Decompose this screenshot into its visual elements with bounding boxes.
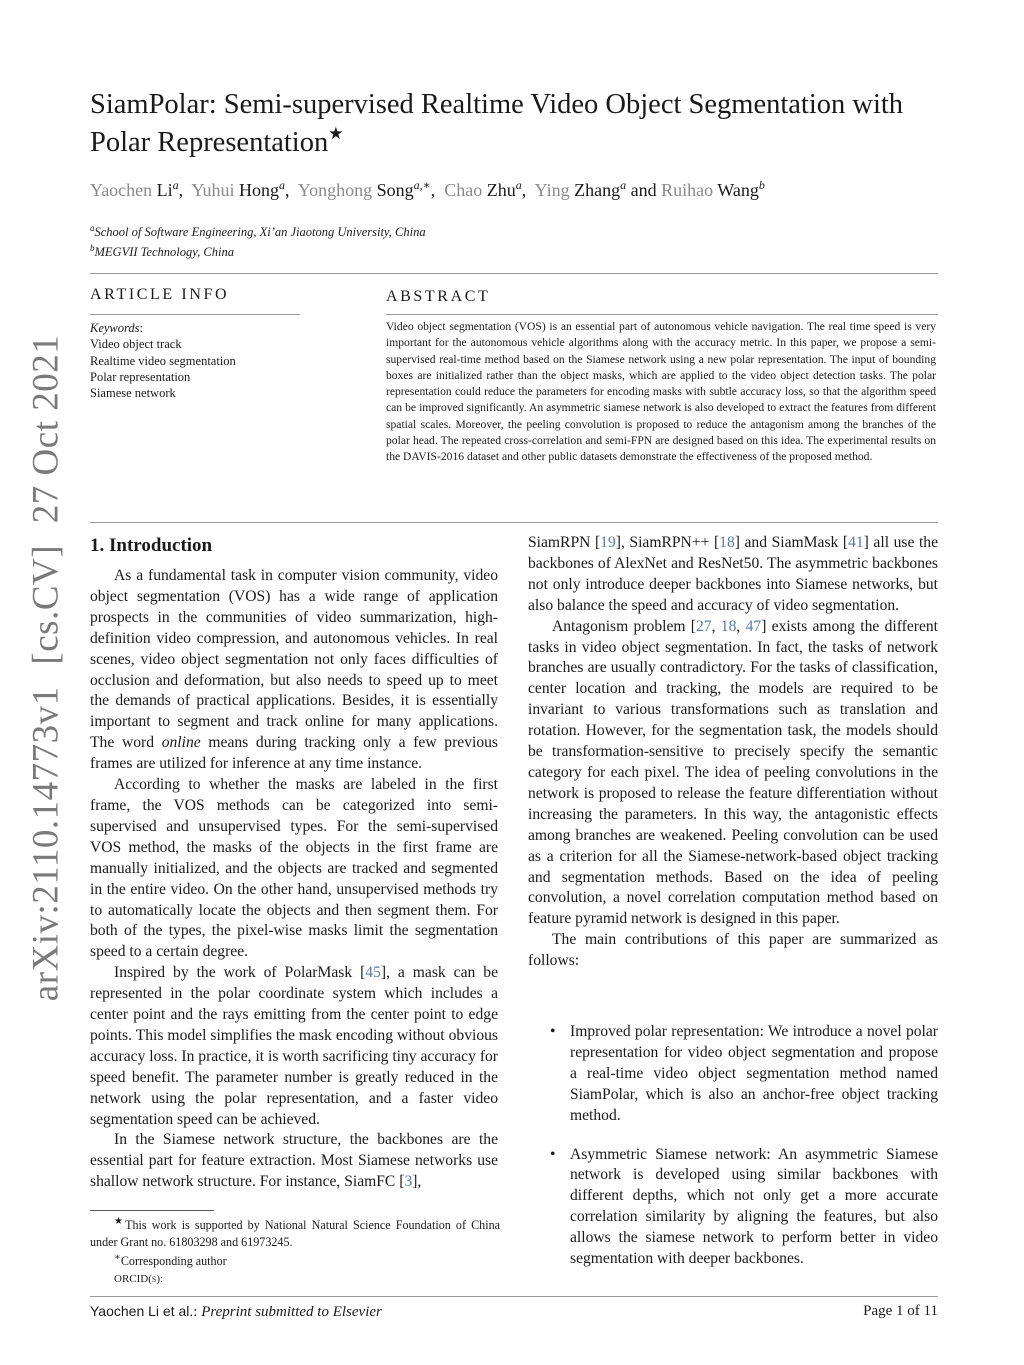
keyword: Polar representation: [90, 369, 191, 384]
footnote-rule: [90, 1210, 214, 1211]
footnotes: [90, 1214, 500, 1287]
author: Ying Zhang$^a$: [534, 178, 627, 200]
footer-citation: Yaochen Li et al.: Preprint submitted to Elsevier: [90, 1303, 382, 1320]
paragraph: In the Siamese network structure, the backbones are the essential part for feature extraction. Most Siamese networks use shallow network structure. For instance, SiamFC [3],: [90, 1131, 498, 1191]
affiliation: $^b$MEGVII Technology, China: [90, 242, 234, 259]
affiliations: [90, 222, 426, 262]
author: Yuhui Hong$^a$: [191, 178, 286, 200]
orcid-footnote: ORCID(s):: [114, 1272, 164, 1285]
paragraph: SiamRPN [19], SiamRPN++ [18] and SiamMask [41] all use the backbones of AlexNet and ResNet50. The asymmetric backbones not only introduce deeper backbones into Siamese networks, but also balance the speed and accuracy of video segmentation.: [528, 534, 938, 614]
author: Chao Zhu$^a$: [444, 178, 522, 200]
list-item: • Asymmetric Siamese network: An asymmetric Siamese network is developed using similar backbones with different depths, which not only get a more accurate correlation similarity by aligning the features, but also allows the siamese network to perform better in video segmentation with deeper backbones.: [528, 1145, 938, 1270]
citation-link[interactable]: 18: [720, 617, 737, 635]
paragraph: As a fundamental task in computer vision community, video object segmentation (VOS) has a wide range of application prospects in the communities of video summarization, high-definition video compression, and autonomous vehicles. In real scenes, video object segmentation not only faces difficulties of occlusion and deformation, but also needs to speed up to meet the demands of practical applications. Besides, it is essentially important to segment and track online for many applications. The word online means during tracking only a few previous frames are utilized for inference at any time instance.: [90, 567, 498, 773]
title-line-1: SiamPolar: Semi-supervised Realtime Video Object Segmentation with: [90, 89, 904, 120]
citation-link[interactable]: 45: [365, 964, 381, 982]
paragraph: The main contributions of this paper are summarized as follows:: [528, 931, 938, 970]
article-info-heading: ARTICLE INFO: [90, 286, 230, 303]
keywords-block: [90, 320, 236, 401]
arxiv-category: [cs.CV]: [25, 544, 67, 665]
keywords-label: Keywords:: [90, 321, 144, 335]
abstract-heading: ABSTRACT: [386, 288, 491, 305]
citation-link[interactable]: 19: [600, 534, 616, 551]
section-heading-introduction: 1. Introduction: [90, 535, 213, 556]
arxiv-stamp: [25, 329, 68, 1007]
paragraph: According to whether the masks are labeled in the first frame, the VOS methods can be categorized into semi-supervised and unsupervised types. For the semi-supervised VOS method, the masks of the objects in the first frame are manually initialized, and the objects are tracked and segmented in the entire video. On the other hand, unsupervised methods try to automatically locate the objects and then segment them. For both of the types, the pixel-wise masks limit the segmentation speed to a certain degree.: [90, 776, 498, 961]
footer-divider: [90, 1296, 938, 1297]
article-info-divider: [90, 314, 300, 315]
corresponding-footnote: ∗Corresponding author: [114, 1252, 227, 1269]
citation-link[interactable]: 47: [745, 617, 762, 635]
author: Yonghong Song$^{a,∗}$: [297, 178, 431, 200]
title-line-2: [90, 124, 950, 162]
citation-link[interactable]: 18: [719, 534, 735, 551]
keyword: Realtime video segmentation: [90, 353, 236, 368]
right-column: [528, 533, 938, 972]
author-list: Yaochen Li$^a$, Yuhui Hong$^a$, Yonghong Song$^{a,∗}$, Chao Zhu$^a$, Ying Zhang$^a$ and Ruihao Wang$^b$: [90, 178, 765, 200]
funding-footnote: ★This work is supported by National Natural Science Foundation of China under Grant no. 61803298 and 61973245.: [90, 1216, 500, 1249]
keyword: Video object track: [90, 337, 182, 352]
author-and: and: [630, 180, 657, 200]
affiliation: $^a$School of Software Engineering, Xi’an Jiaotong University, China: [90, 222, 426, 239]
title-line-2-text: Polar Representation: [90, 127, 329, 158]
page-number: Page 1 of 11: [863, 1303, 938, 1319]
title-star-mark: ★: [328, 123, 344, 143]
author: Ruihao Wang$^b$: [661, 178, 765, 200]
list-item: • Improved polar representation: We introduce a novel polar representation for video object segmentation and propose a real-time video object segmentation method named SiamPolar, which is also an anchor-free object tracking method.: [528, 1022, 938, 1127]
paragraph: Antagonism problem [27, 18, 47] exists among the different tasks in video object segmentation. In fact, the tasks of network branches are usually contradictory. For the tasks of classification, center location and tracking, the models are required to be invariant to various transformations such as translation and rotation. However, for the segmentation task, the models should be transformation-sensitive to precisely specify the semantic category for each pixel. The idea of peeling convolutions in the network is proposed to release the feature differentiation without increasing the parameters. In this way, the antagonistic effects among branches are weakened. Peeling convolution can be used as a criterion for all the Siamese-network-based object tracking and segmentation methods. Based on the idea of peeling convolution, a novel correlation computation method based on feature pyramid network is designed in this paper.: [528, 617, 938, 928]
body-divider: [90, 522, 938, 523]
arxiv-date: 27 Oct 2021: [25, 334, 67, 524]
contributions-list: [528, 1022, 938, 1288]
arxiv-id: arXiv:2110.14773v1: [25, 686, 67, 1002]
paragraph: Inspired by the work of PolarMask [45], a mask can be represented in the polar coordinate system which includes a center point and the rays emitting from the center point to edge points. This model simplifies the mask encoding without obvious accuracy loss. In practice, it is worth sacrificing tiny accuracy for speed benefit. The parameter number is greatly reduced in the network using the polar representation, and a faster video segmentation speed can be achieved.: [90, 964, 498, 1128]
abstract-text: Video object segmentation (VOS) is an essential part of autonomous vehicle navigation. The real time speed is very important for the autonomous vehicle algorithms along with the accuracy metric. In this paper, we propose a semi-supervised real-time method based on the Siamese network using a new polar representation. The input of bounding boxes are initialized rather than the object masks, which are applied to the video object detection tasks. The polar representation could reduce the parameters for encoding masks with subtle accuracy loss, so that the algorithm speed can be improved significantly. An asymmetric siamese network is also developed to extract the features from different spatial scales. Moreover, the peeling convolution is proposed to reduce the antagonism among the branches of the polar head. The repeated cross-correlation and semi-FPN are designed based on this idea. The experimental results on the DAVIS-2016 dataset and other public datasets demonstrate the effectiveness of the proposed method.: [386, 320, 936, 463]
abstract-divider: [386, 314, 938, 315]
citation-link[interactable]: 3: [404, 1173, 413, 1191]
paper-title: [90, 86, 950, 162]
header-divider: [90, 273, 938, 274]
citation-link[interactable]: 27: [696, 617, 712, 635]
citation-link[interactable]: 41: [848, 534, 864, 551]
left-column: [90, 566, 498, 1193]
keyword: Siamese network: [90, 386, 176, 401]
author: Yaochen Li$^a$: [90, 178, 179, 200]
